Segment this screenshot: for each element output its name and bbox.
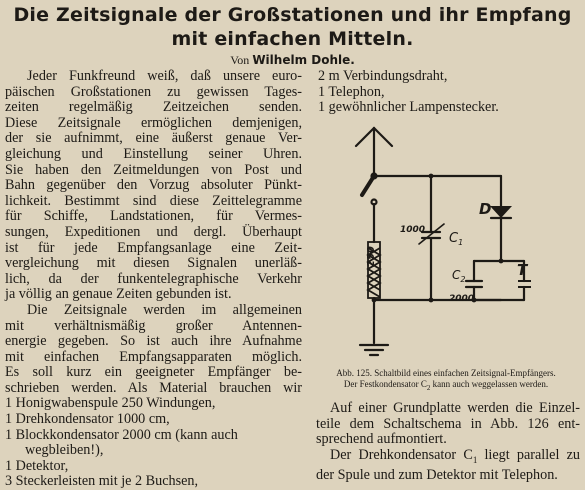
- article-title-line-2: mit einfachen Mitteln.: [171, 28, 414, 50]
- text-line: energie gegeben. So ist auch ihre Aufnahme: [5, 333, 302, 350]
- text-line: mit einfachen Empfangsapparaten möglich.: [5, 348, 302, 365]
- coil-label: 250: [366, 246, 377, 267]
- author-name: Wilhelm Dohle.: [252, 53, 355, 67]
- parts-list-item: 1 Drehkondensator 1000 cm,: [5, 411, 170, 428]
- right-column: [316, 401, 580, 484]
- parts-list-item: 1 gewöhnlicher Lampenstecker.: [318, 99, 499, 116]
- telephone-icon: [518, 281, 531, 287]
- parts-list-item: 1 Telephon,: [318, 83, 385, 100]
- text-line: der sie aufnimmt, eine äußerst genaue Ver-: [5, 130, 302, 147]
- parts-list-item: 3 Steckerleisten mit je 2 Buchsen,: [5, 473, 199, 490]
- text-line: lich, da der funkentelegraphische Verkehr: [5, 270, 302, 287]
- parts-list-item: 1 Detektor,: [5, 457, 69, 474]
- text-line: Auf einer Grundplatte werden die Einzel-: [330, 400, 580, 416]
- parts-list-continued: [318, 69, 578, 116]
- text-line: mit verhältnismäßig großer Antennen-: [5, 317, 302, 334]
- text-line: schrieben werden. Als Material brauchen wir: [5, 379, 302, 396]
- text-line: Bahn gegenüber den Vorzug absoluter Pünkt-: [5, 177, 302, 194]
- telephone-label: T: [517, 261, 528, 279]
- parts-list-item: 1 Honigwabenspule 250 Windungen,: [5, 395, 216, 412]
- text-line: päischen Großstationen zu gewissen Tages-: [5, 83, 302, 100]
- text-line: vergleichung mit diesen Signalen unerläß-: [5, 255, 302, 272]
- c1-label: $C_1$: [449, 231, 464, 247]
- text-line: Die Zeitsignale werden im allgemeinen: [27, 301, 302, 318]
- parts-list-item: wegbleiben!),: [25, 442, 104, 459]
- caption-line-2: Der Festkondensator $C_2$ kann auch weggelassen werden.: [343, 378, 549, 392]
- article-title-line-1: Die Zeitsignale der Großstationen und ihr Empfang: [13, 4, 572, 26]
- text-line: Diese Zeitsignale ermöglichen demjenigen,: [5, 114, 302, 131]
- byline-prefix: Von: [230, 53, 250, 67]
- text-line: Jeder Funkfreund weiß, daß unsere euro-: [27, 68, 302, 84]
- text-line: teile dem Schaltschema in Abb. 126 ent-: [316, 415, 580, 432]
- block-capacitor-value: 2000: [449, 294, 475, 304]
- text-line: sungen, Expeditionen und dergl. Überhaupt: [5, 223, 302, 240]
- variable-capacitor-value: 1000: [400, 225, 426, 235]
- text-line: ja völlig an genaue Zeiten gebunden ist.: [5, 286, 232, 303]
- text-line: lichkeit. Bestimmt sind diese Zeittelegramme: [5, 192, 302, 209]
- text-line: zeiten regelmäßig Zeitzeichen senden.: [5, 99, 302, 116]
- byline: [0, 53, 585, 68]
- text-line: gleichung und Einstellung seiner Uhren.: [5, 145, 302, 162]
- left-column: [5, 69, 302, 490]
- parts-list-item: 1 Blockkondensator 2000 cm (kann auch: [5, 426, 238, 443]
- switch-lever: [362, 176, 374, 195]
- detector-label: D: [479, 200, 492, 218]
- text-line: Es soll kurz ein geeigneter Empfänger be-: [5, 364, 302, 381]
- detector-diode-icon: [490, 206, 512, 218]
- text-line: Der Drehkondensator $C_1$ liegt parallel zu: [330, 446, 580, 465]
- text-line: Sie haben den Zeitmeldungen von Post und: [5, 161, 302, 178]
- parts-list-item: 2 m Verbindungsdraht,: [318, 68, 448, 84]
- caption-line-1: Abb. 125. Schaltbild eines einfachen Zeitsignal-Empfängers.: [336, 368, 556, 378]
- text-line: für Schiffe, Landstationen, für Vermes-: [5, 208, 302, 225]
- text-line: der Spule und zum Detektor mit Telephon.: [316, 467, 558, 484]
- circuit-diagram: [318, 118, 580, 368]
- text-line: sprechend aufmontiert.: [316, 431, 447, 448]
- c2-label: $C_2$: [452, 268, 466, 284]
- figure-caption: [312, 368, 580, 393]
- text-line: ist für jede Empfangsanlage eine Zeit-: [5, 239, 302, 256]
